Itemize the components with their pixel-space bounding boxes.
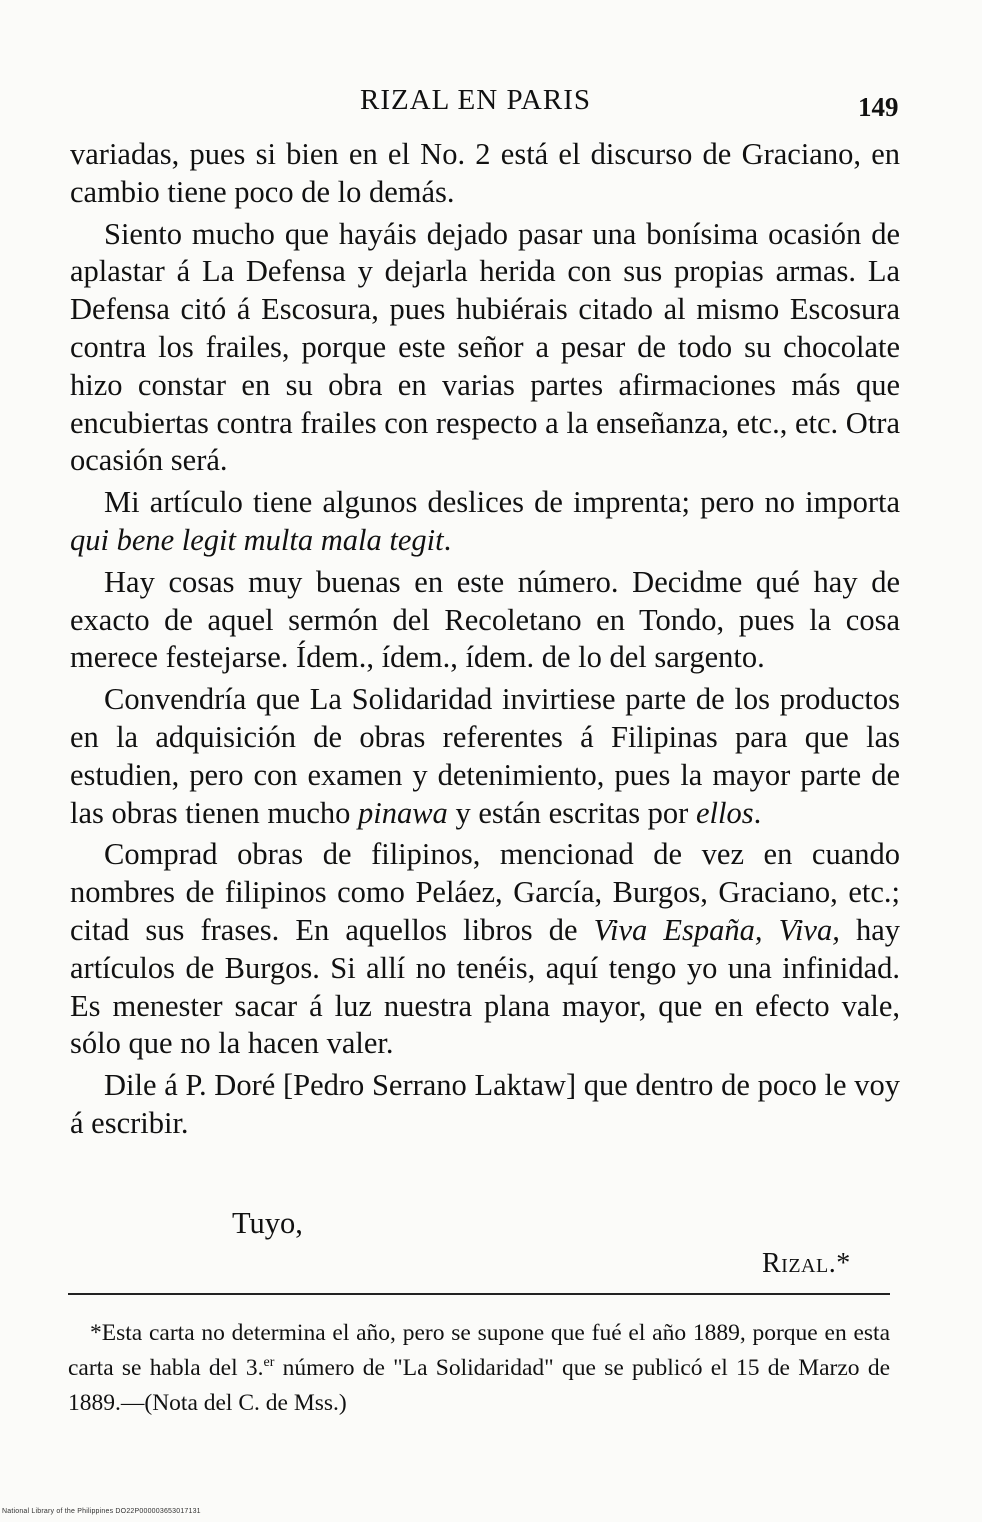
footnote-text xyxy=(68,1316,890,1421)
latin-phrase: qui bene legit multa mala tegit xyxy=(70,522,444,557)
page-number: 149 xyxy=(858,92,899,122)
paragraph-5-text: Convendría que La Solidaridad invirtiese parte de los productos en la adquisición de obras referentes á Filipinas para que las estudien, pero con examen y detenimiento, pues la mayor parte de las obras tienen mucho xyxy=(70,682,900,830)
footnote-superscript: er xyxy=(263,1355,275,1371)
paragraph-5-middle: y están escritas por xyxy=(447,795,696,830)
letter-body xyxy=(70,136,900,1147)
footnote xyxy=(68,1316,890,1421)
paragraph-3 xyxy=(70,484,900,560)
paragraph-3-text: Mi artículo tiene algunos deslices de imprenta; pero no importa xyxy=(104,485,900,520)
library-watermark-text: National Library of the Philippines DO22P000003653017131 xyxy=(2,1508,201,1515)
paragraph-4: Hay cosas muy buenas en este número. Decidme qué hay de exacto de aquel sermón del Recoletano en Tondo, pues la cosa merece festejarse. Ídem., ídem., ídem. de lo del sargento. xyxy=(70,564,900,675)
running-title: RIZAL EN PARIS xyxy=(360,84,591,116)
paragraph-5-end: . xyxy=(753,795,762,830)
footnote-start: *Esta carta no determina el año, pero se supone que fué el año 1889, porque en esta carta se habla del 3. xyxy=(68,1320,890,1381)
closing: Tuyo, xyxy=(232,1206,303,1240)
paragraph-6-text: Comprad obras de filipinos, mencionad de vez en cuando nombres de filipinos como Peláez, García, Burgos, Graciano, etc.; citad sus frases. En aquellos libros de xyxy=(70,837,900,947)
running-head xyxy=(0,84,982,124)
signature: Rizal.* xyxy=(762,1248,851,1279)
paragraph-2: Siento mucho que hayáis dejado pasar una bonísima ocasión de aplastar á La Defensa y dejarla herida con sus propias armas. La Defensa citó á Escosura, pues hubiérais citado al mismo Escosura contra los frailes, porque este señor a pesar de todo su chocolate hizo constar en su obra en varias partes afirmaciones más que encubiertas contra frailes con respecto a la enseñanza, etc., etc. Otra ocasión será. xyxy=(70,216,900,478)
paragraph-1: variadas, pues si bien en el No. 2 está el discurso de Graciano, en cambio tiene poco de lo demás. xyxy=(70,137,900,209)
italic-pinawa: pinawa xyxy=(357,795,448,830)
paragraph-5 xyxy=(70,681,900,832)
paragraph-7: Dile á P. Doré [Pedro Serrano Laktaw] que dentro de poco le voy á escribir. xyxy=(70,1068,900,1140)
paragraph-3-end: . xyxy=(443,522,452,557)
footnote-divider xyxy=(68,1293,890,1295)
footnote-end: número de "La Solidaridad" que se publicó el 15 de Marzo de 1889.—(Nota del C. de Mss.) xyxy=(68,1355,890,1416)
paragraph-6-end: hay artículos de Burgos. Si allí no tenéis, aquí tengo yo una infinidad. Es menester sacar á luz nuestra plana mayor, que en efecto vale, sólo que no la hacen valer. xyxy=(70,912,901,1061)
italic-ellos: ellos xyxy=(695,795,754,830)
paragraph-6 xyxy=(70,836,900,1063)
italic-book-titles: Viva España, Viva, xyxy=(593,912,840,947)
